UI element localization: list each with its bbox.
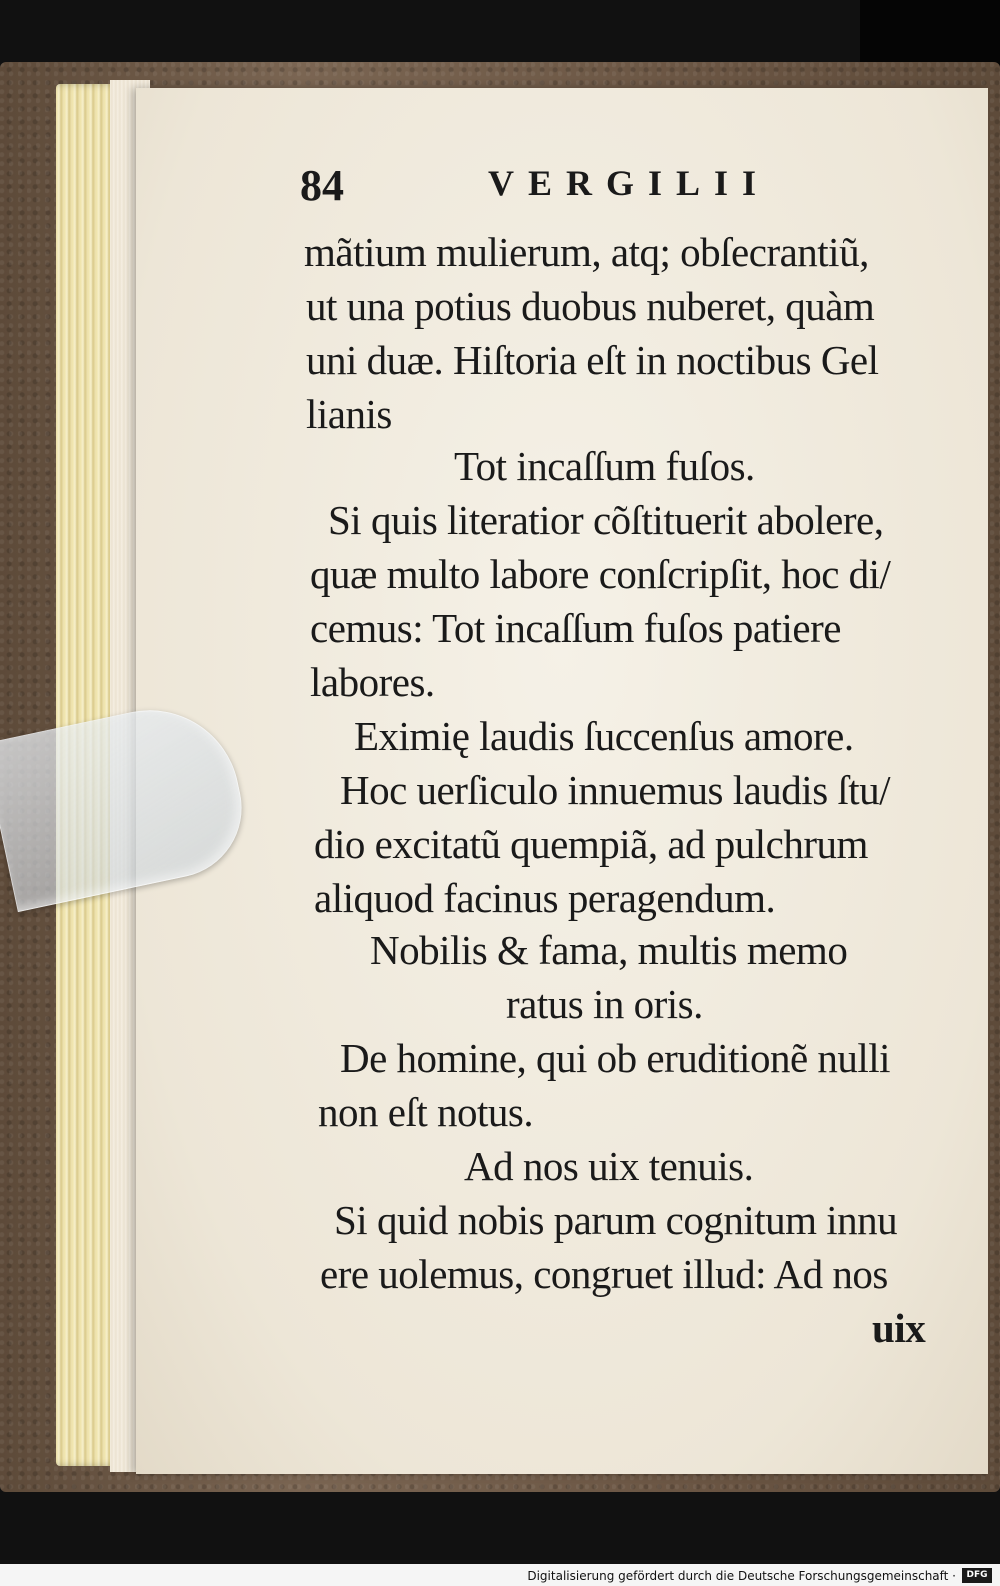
text-line: ere uolemus, congruet illud: Ad nos (320, 1251, 888, 1297)
page-number: 84 (300, 161, 344, 210)
text-line: lianis (306, 391, 392, 437)
text-line: De homine, qui ob eruditionẽ nulli (340, 1035, 891, 1081)
running-title: VERGILII (488, 163, 771, 203)
text-line: ratus in oris. (506, 981, 703, 1027)
dfg-logo: DFG (962, 1568, 992, 1583)
text-line: Eximię laudis ſuccenſus amore. (354, 713, 854, 759)
text-line: Ad nos uix tenuis. (464, 1143, 754, 1189)
text-line: aliquod facinus peragendum. (314, 875, 776, 921)
text-line: dio excitatũ quempiã, ad pulchrum (314, 821, 868, 867)
footer-bar (0, 1564, 1000, 1586)
text-line: Tot incaſſum fuſos. (454, 443, 755, 489)
text-line: non eſt notus. (318, 1089, 534, 1135)
text-line: mãtium mulierum, atq; obſecrantiũ, (304, 229, 869, 275)
catchword: uix (872, 1305, 926, 1351)
text-line: quæ multo labore conſcripſit, hoc di/ (310, 551, 891, 597)
text-line: Hoc uerſiculo innuemus laudis ſtu/ (340, 767, 891, 813)
text-line: Si quid nobis parum cognitum innu (334, 1197, 898, 1243)
scanner-edge (860, 0, 1000, 70)
text-line: labores. (310, 659, 435, 705)
text-line: Nobilis & fama, multis memo (370, 927, 848, 973)
text-line: uni duæ. Hiſtoria eſt in noctibus Gel (306, 337, 879, 383)
text-line: cemus: Tot incaſſum fuſos patiere (310, 605, 841, 651)
text-line: Si quis literatior cõſtituerit abolere, (328, 497, 884, 543)
text-line: ut una potius duobus nuberet, quàm (306, 283, 875, 329)
dfg-credit: Digitalisierung gefördert durch die Deutsche Forschungsgemeinschaft · (527, 1569, 956, 1583)
